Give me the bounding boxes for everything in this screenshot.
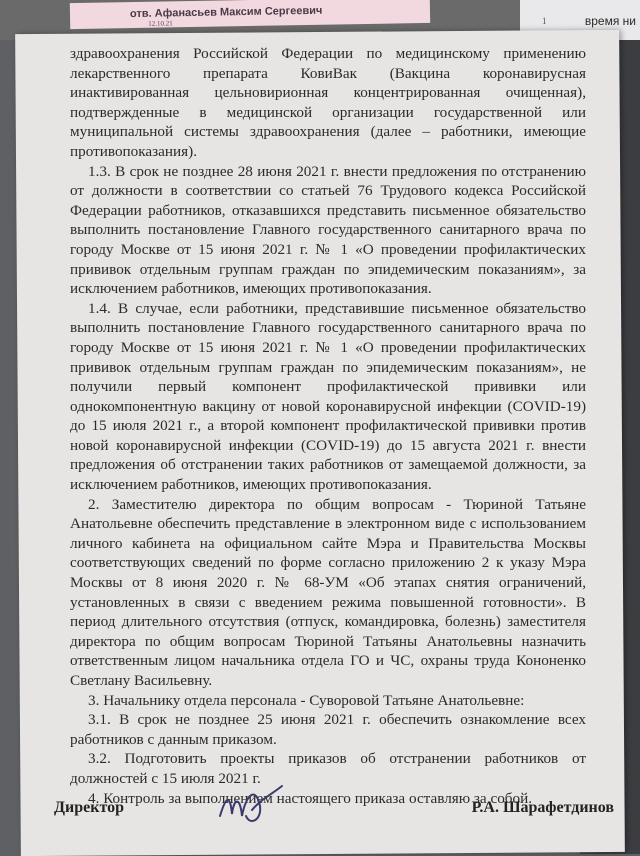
sticky-note-date: 12.10.21 (148, 19, 173, 28)
signer-role: Директор (54, 799, 124, 816)
paragraph-3: 3. Начальнику отдела персонала - Суворовой Татьяне Анатольевне: (88, 691, 525, 709)
paragraph-4: 4. Контроль за выполнением настоящего приказа оставляю за собой. (88, 789, 533, 807)
paragraph-3-1: 3.1. В срок не позднее 25 июня 2021 г. обеспечить ознакомление всех работников с данным приказом. (70, 711, 586, 748)
paragraph-2: 2. Заместителю директора по общим вопросам - Тюриной Татьяне Анатольевне обеспечить представление в электронном виде с использованием личного кабинета на официальном сайте Мэра и Правительства Москвы соответствующих сведений по форме согласно приложению 2 к указу Мэра Москвы от 8 июня 2020 г. № 68-УМ «Об этапах снятия ограничений, установленных в связи с введением режима повышенной готовности». В период длительного отсутствия (отпуск, командировка, болезнь) заместителя директора по общим вопросам Тюриной Татьяны Анатольевны назначить ответственным лицом начальника отдела ГО и ЧС, охраны труда Кононенко Светлану Васильевну. (70, 495, 586, 689)
signer-name: Р.А. Шарафетдинов (471, 799, 614, 816)
paragraph-1-4: 1.4. В случае, если работники, представившие письменное обязательство выполнить постановление Главного государственного санитарного врача по городу Москве от 15 июня 2021 г. № 1 «О проведении профилактических прививок отдельным группам граждан по эпидемическим показаниям», не получили первый компонент профилактической прививки или однокомпонентную вакцину от новой коронавирусной инфекции (COVID-19) до 15 июля 2021 г., а второй компонент профилактической прививки против новой коронавирусной инфекции (COVID-19) до 15 августа 2021 г. внести предложения об отстранении таких работников от замещаемой должности, за исключением работников, имеющих противопоказания. (70, 299, 586, 494)
sticky-note-name: отв. Афанасьев Максим Сергеевич (129, 4, 323, 21)
paragraph-continuation: здравоохранения Российской Федерации по медицинскому применению лекарственного препарата КовиВак (Вакцина коронавирусная инактивированная цельновирионная концентрированная очищенная), подтвержденные в медицинской организации государственной или муниципальной системы здравоохранения (далее – работники, имеющие противопоказания). (70, 45, 586, 160)
paragraph-3-2: 3.2. Подготовить проекты приказов об отстранении работников от должностей с 15 июля 2021 г. (70, 750, 586, 787)
background-sheet-mark: 1 (542, 16, 547, 26)
signature-block (54, 799, 614, 829)
document-body (70, 44, 586, 808)
background-sheet-text: время ни (584, 14, 636, 28)
paragraph-1-3: 1.3. В срок не позднее 28 июня 2021 г. внести предложения по отстранению от должности в соответствии со статьей 76 Трудового кодекса Российской Федерации работников, отказавшихся представить письменное обязательство выполнить постановление Главного государственного санитарного врача по городу Москве от 15 июня 2021 г. № 1 «О проведении профилактических прививок отдельным группам граждан по эпидемическим показаниям», за исключением работников, имеющих противопоказания. (70, 162, 586, 298)
